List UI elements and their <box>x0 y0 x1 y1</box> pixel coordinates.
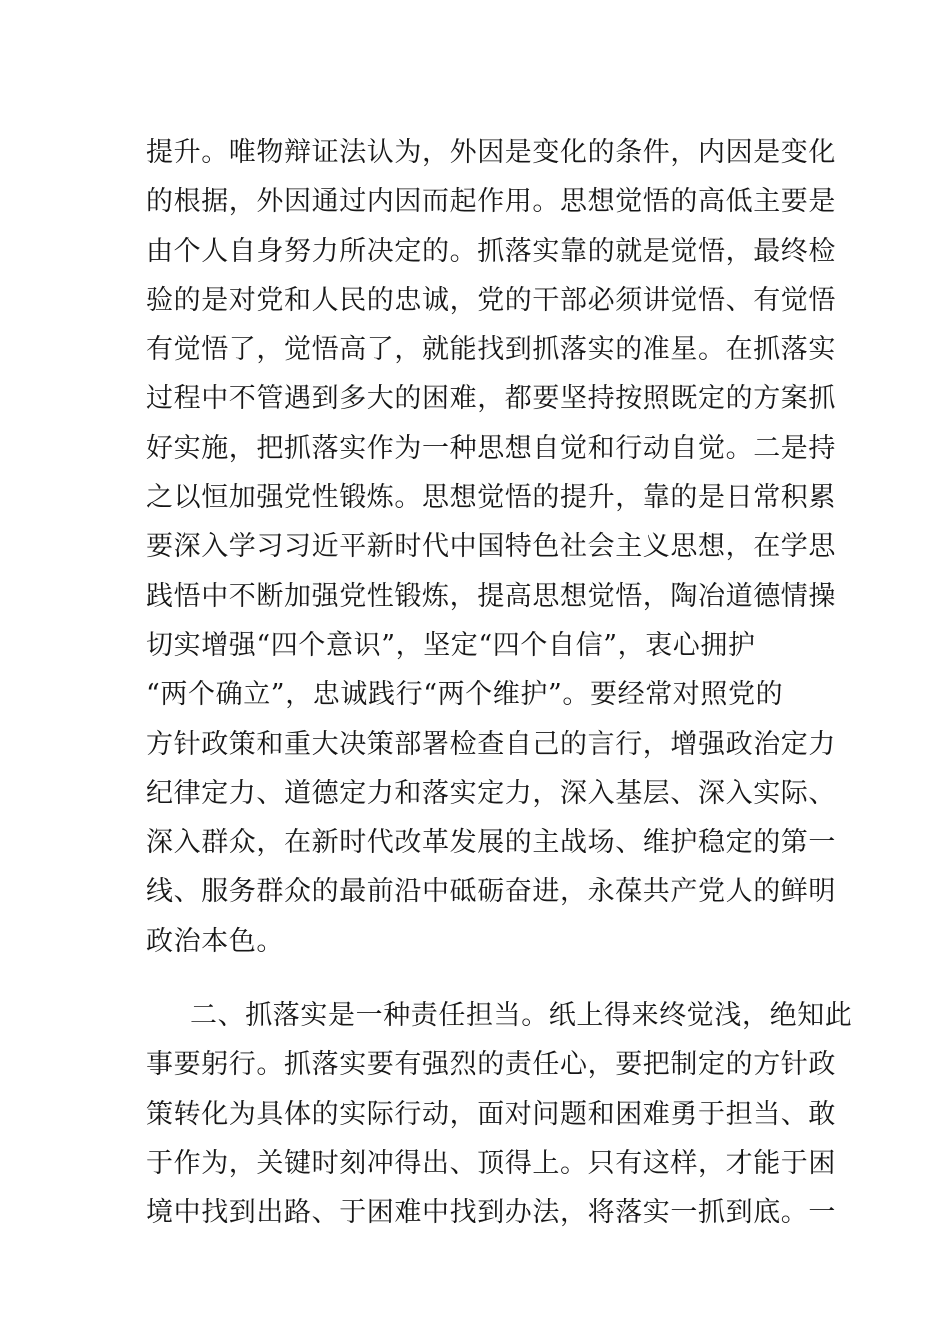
text-line: 策转化为具体的实际行动，面对问题和困难勇于担当、敢 <box>146 1098 836 1130</box>
text-line: 提升。唯物辩证法认为，外因是变化的条件，内因是变化 <box>146 137 836 168</box>
text-line: 境中找到出路、于困难中找到办法，将落实一抓到底。一 <box>146 1197 836 1229</box>
text-line: 的根据，外因通过内因而起作用。思想觉悟的高低主要是 <box>146 186 836 218</box>
text-line: 验的是对党和人民的忠诚，党的干部必须讲觉悟、有觉悟 <box>146 284 836 316</box>
text-line: 践悟中不断加强党性锻炼，提高思想觉悟，陶冶道德情操 <box>146 580 836 612</box>
text-line: 之以恒加强党性锻炼。思想觉悟的提升，靠的是日常积累 <box>146 482 836 514</box>
text-line: 好实施，把抓落实作为一种思想自觉和行动自觉。二是持 <box>146 432 836 464</box>
text-line: 纪律定力、道德定力和落实定力，深入基层、深入实际、 <box>146 777 836 809</box>
paragraph-2 <box>146 991 853 1237</box>
document-body <box>146 128 853 1238</box>
text-line: 由个人自身努力所决定的。抓落实靠的就是觉悟，最终检 <box>146 235 836 267</box>
text-line: 过程中不管遇到多大的困难，都要坚持按照既定的方案抓 <box>146 383 836 415</box>
text-line: 线、服务群众的最前沿中砥砺奋进，永葆共产党人的鲜明 <box>146 876 836 908</box>
text-line: 切实增强“四个意识”，坚定“四个自信”，衷心拥护 <box>146 629 756 661</box>
text-line: 政治本色。 <box>146 925 284 957</box>
text-line: 深入群众，在新时代改革发展的主战场、维护稳定的第一 <box>146 827 836 859</box>
paragraph-spacing <box>146 966 810 991</box>
text-line: 要深入学习习近平新时代中国特色社会主义思想，在学思 <box>146 531 836 563</box>
text-line: 事要躬行。抓落实要有强烈的责任心，要把制定的方针政 <box>146 1049 836 1081</box>
text-line: 二、抓落实是一种责任担当。纸上得来终觉浅，绝知此 <box>190 1000 853 1032</box>
text-line: 有觉悟了，觉悟高了，就能找到抓落实的准星。在抓落实 <box>146 334 836 366</box>
text-line: “两个确立”，忠诚践行“两个维护”。要经常对照党的 <box>146 679 784 711</box>
paragraph-1 <box>146 128 836 966</box>
text-line: 方针政策和重大决策部署检查自己的言行，增强政治定力 <box>146 728 836 760</box>
text-line: 于作为，关键时刻冲得出、顶得上。只有这样，才能于困 <box>146 1147 836 1179</box>
